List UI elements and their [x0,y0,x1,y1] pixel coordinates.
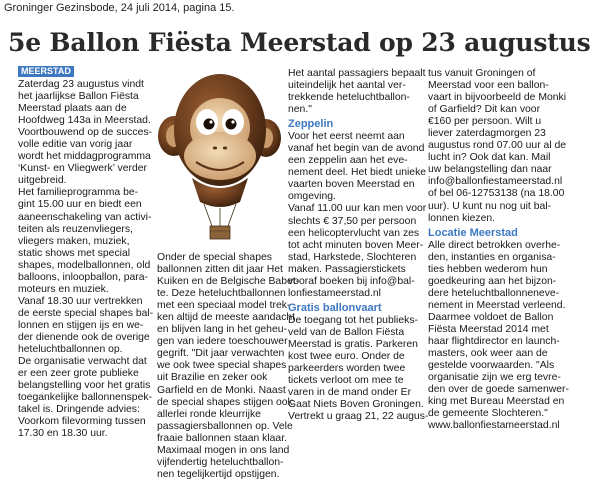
text-line: Kuiken en de Belgische Babet- [157,276,300,288]
text-line: vooraf boeken bij info@bal- [288,275,415,287]
text-line: Voortbouwend op de succes- [18,127,153,139]
monkey-balloon-icon [156,66,282,251]
col4-intro [428,68,567,225]
text-line: Garfield en de Monki. Naast [157,384,286,396]
headline: 5e Ballon Fiësta Meerstad op 23 augustus [8,28,590,57]
text-line: passagiersballonnen op. Vele [157,420,293,432]
text-line: vijfendertig heteluchtballon- [157,456,284,468]
column-1 [18,66,154,440]
text-line: de eerste special shapes bal- [18,307,154,319]
text-line: vaarten boven Meerstad en [288,179,415,191]
text-line: ties hebben wederom hun [428,263,548,275]
text-line: vanaf het begin van de avond [288,143,425,155]
text-line: het jaarlijkse Ballon Fiësta [18,91,139,103]
text-line: Daarmee voldoet de Ballon [428,311,554,323]
text-line: Zaterdag 23 augustus vindt [18,79,144,90]
text-line: volle editie van vorig jaar [18,139,133,151]
text-line: Meerstad plaats aan de [18,103,127,115]
text-line: fraaie ballonnen staan klaar. [157,432,287,444]
photo [156,66,282,251]
text-line: augustus rond 07.00 uur al de [428,140,567,152]
text-line: of Garfield? Dit kan voor [428,104,541,116]
text-line: haar flightdirector en launch- [428,335,560,347]
text-line: 17.30 en 18.30 uur. [18,428,108,440]
text-line: nement deel. Het biedt unieke [288,167,427,179]
text-line: ken altijd de meeste aandacht [157,312,296,324]
text-line: met een speciaal model trek- [157,300,291,312]
text-line: der dienende ook de overige [18,331,150,343]
col3-gratis-body [288,314,429,423]
text-line: Het aantal passagiers bepaalt [288,68,426,79]
text-line: nement in Meerstad verleend. [428,299,566,311]
text-line: Hoofdweg 143a in Meerstad. [18,115,151,127]
text-line: tus vanuit Groningen of [428,68,536,79]
text-line: www.ballonfiestameerstad.nl [428,420,560,432]
col2-body [157,252,300,481]
text-line: Meerstad is gratis. Parkeren [288,338,418,350]
text-line: moteurs en muziek. [18,283,109,295]
text-line: Vanaf 18.30 uur vertrekken [18,295,143,307]
text-line: te. Deze heteluchtballonnen [157,288,286,300]
text-line: Gaat Niets Boven Groningen. [288,399,424,411]
text-line: parkeerders worden twee [288,363,406,375]
text-line: slechts € 37,50 per persoon [288,215,417,227]
text-line: shapes, modelballonnen, old [18,259,151,271]
text-line: we ook twee special shapes [157,360,287,372]
text-line: uw belangstelling dan naar [428,164,552,176]
text-line: teiten als reuzenvliegers, [18,223,133,235]
text-line: lonnen kiezen. [428,212,496,224]
text-line: en blijven lang in het geheu- [157,324,287,336]
subhead-locatie-meerstad: Locatie Meerstad [428,226,518,239]
text-line: ‘Kunst- en Vliegwerk’ verder [18,163,147,175]
text-line: Maximaal mogen in ons land [157,444,290,456]
text-line: de special shapes stijgen ook [157,396,293,408]
text-line: goedkeuring aan het bijzon- [428,275,557,287]
text-line: Vanaf 11.00 uur kan men voor [288,203,427,215]
column-2 [157,252,300,481]
text-line: stad, Harkstede, Slochteren [288,251,417,263]
text-line: of bel 06-12753138 (na 18.00 [428,188,565,200]
text-line: uur). U kunt nu nog uit bal- [428,200,552,212]
text-line: vaart in bijvoorbeeld de Monki [428,92,567,104]
text-line: uiteindelijk het aantal ver- [288,80,406,92]
text-line: static shows met special [18,247,131,259]
text-line: Voorkom filevorming tussen [18,416,146,428]
text-line: uit Brazilie en zeker ook [157,372,268,384]
text-line: Fiësta Meerstad 2014 met [428,323,549,335]
text-line: nen tegelijkertijd opstijgen. [157,468,280,480]
text-line: varen in de mand onder Er [288,387,412,399]
col1-body [18,79,154,440]
text-line: de gemeente Slochteren." [428,408,548,420]
text-line: Alle direct betrokken overhe- [428,239,561,251]
col3-intro [288,68,426,116]
text-line: aaneenschakeling van activi- [18,211,152,223]
text-line: een zeppelin aan het eve- [288,155,408,167]
text-line: Meerstad voor een ballon- [428,80,549,92]
text-line: veld van de Ballon Fiësta [288,326,405,338]
text-line: belangstelling voor het gratis [18,380,151,392]
text-line: king met Bureau Meerstad en [428,396,565,408]
text-line: tot acht minuten boven Meer- [288,239,424,251]
text-line: den, instanties en organisa- [428,251,556,263]
text-line: lucht in? Ook dat kan. Mail [428,152,551,164]
text-line: gint 15.00 uur en biedt een [18,199,142,211]
text-line: toegankelijke ballonnenspek- [18,392,153,404]
text-line: €160 per persoon. Wilt u [428,116,542,128]
text-line: masters, ook weer aan de [428,348,548,360]
text-line: takel is. Dringende advies: [18,404,140,416]
text-line: wordt het middagprogramma [18,151,151,163]
text-line: er een zeer grote publieke [18,368,139,380]
text-line: gestelde voorwaarden. "Als [428,360,555,372]
text-line: dere heteluchtballonneneve- [428,287,560,299]
text-line: lonnen en stijgen ijs en we- [18,319,144,331]
text-line: heteluchtballonnen op. [18,344,123,356]
text-line: Onder de special shapes [157,252,272,263]
text-line: lonfiestameerstad.nl [288,287,381,299]
text-line: uitgebreid. [18,175,67,187]
kicker-badge: MEERSTAD [18,66,74,77]
column-4 [428,68,569,432]
text-line: gen van iedere toeschouwer [157,336,288,348]
text-line: kost twee euro. Onder de [288,350,405,362]
text-line: balloons, inloopballon, para- [18,271,148,283]
col3-zeppelin-body [288,131,427,300]
text-line: een helicoptervlucht van zes [288,227,420,239]
column-3 [288,68,429,423]
text-line: tickets verloot om mee te [288,375,404,387]
text-line: den over de goede samenwer- [428,384,569,396]
text-line: ballonnen zitten dit jaar Het [157,264,283,276]
text-line: nen." [288,104,312,116]
text-line: maken. Passagierstickets [288,263,406,275]
col4-locatie-body [428,239,569,433]
text-line: omgeving. [288,191,336,203]
text-line: Het familieprogramma be- [18,187,139,199]
text-line: allerlei ronde kleurrijke [157,408,261,420]
text-line: gegrift. "Dit jaar verwachten [157,348,285,360]
subhead-zeppelin: Zeppelin [288,118,334,131]
text-line: trekkende heteluchtballon- [288,92,410,104]
text-line: De organisatie verwacht dat [18,356,147,368]
source-line: Groninger Gezinsbode, 24 juli 2014, pagina 15. [4,2,235,14]
text-line: Vertrekt u graag 21, 22 augus- [288,411,429,423]
article [0,66,569,480]
text-line: De toegang tot het publieks- [288,314,418,326]
text-line: organisatie zijn we erg tevre- [428,372,561,384]
text-line: vliegers maken, muziek, [18,235,130,247]
text-line: Voor het eerst neemt aan [288,131,405,143]
text-line: info@ballonfiestameerstad.nl [428,176,563,188]
balloon-basket [210,226,230,239]
subhead-gratis-ballonvaart: Gratis ballonvaart [288,301,382,314]
text-line: liever zaterdagmorgen 23 [428,128,546,140]
